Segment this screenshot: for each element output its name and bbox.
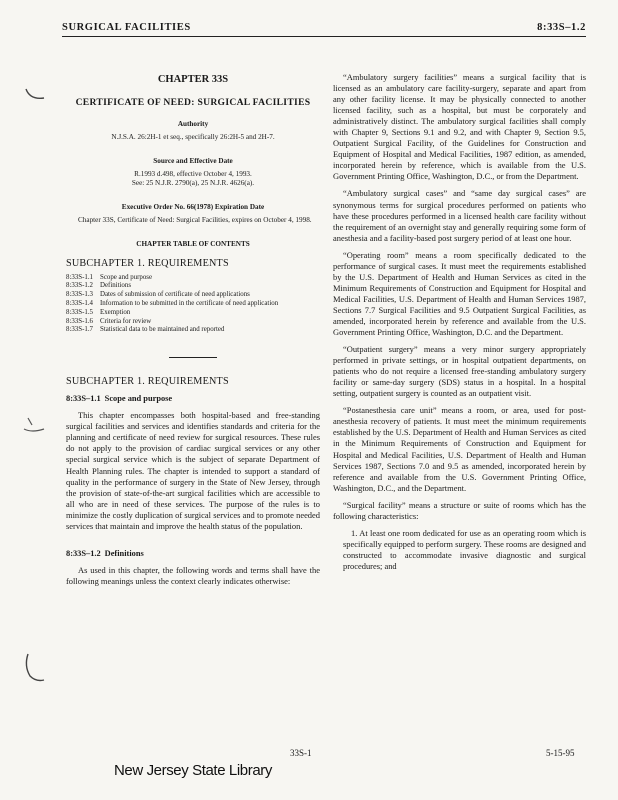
running-header <box>62 22 586 37</box>
definition-operating-room: “Operating room” means a room specifically dedicated to the performance of surgical cases. It must meet the requirements established by the U.S. Department of Health and Human Services as cited in the Minimum Requirements of Construction and Equipment for Hospital and Medical Facilities, U.S. Department of Health and Human Services 1987, Sections 7.7 Surgical Facilities and 9.5 Outpatient Surgical Facilities, as amended, incorporated herein by reference and available from the U.S. Government Printing Office, Washington, D.C. and the Department. <box>333 249 586 338</box>
definition-surgical-facility: “Surgical facility” means a structure or suite of rooms which has the following characteristics: <box>333 499 586 521</box>
toc-row: 8:33S-1.6 Criteria for review <box>66 317 152 325</box>
list-item: 1. At least one room dedicated for use as an operating room which is specifically equipped to perform surgery. These rooms are designed and constructed to accommodate invasive diagnostic and surgical procedures; and <box>343 527 586 571</box>
toc-row: 8:33S-1.2 Definitions <box>66 282 132 290</box>
authority-heading: Authority <box>177 120 209 129</box>
definition-outpatient-surgery: “Outpatient surgery” means a very minor surgery appropriately performed in private settings, or in hospital outpatient departments, on patients who do not require a licensed free-standing ambulatory surgery facility or same-day surgery (SDS) status in a hospital. In a hospital setting, outpatient surgery is counted as an outpatient visit. <box>333 344 586 399</box>
toc-row: 8:33S-1.3 Dates of submission of certificate of need applications <box>66 291 250 299</box>
source-line-1: R.1993 d.498, effective October 4, 1993. <box>134 169 252 178</box>
section-heading-1-2: 8:33S–1.2 Definitions <box>66 548 144 558</box>
section-heading-1-1: 8:33S–1.1 Scope and purpose <box>66 394 173 404</box>
executive-order-heading: Executive Order No. 66(1978) Expiration Date <box>121 202 265 211</box>
definition-ambulatory-facilities: “Ambulatory surgery facilities” means a surgical facility that is licensed as an ambulatory care facility-surgery, separate and apart from any other facility license. It may be physically connected to another licensed facility, such as a hospital, but must be corporately and administratively distinct. The ambulatory surgical facilities shall comply with Chapter 9, Sections 9.1 and 9.2, and with Chapter 9, Section 9.5, Outpatient Surgical Facility, of the Guidelines for Construction and Equipment of Hospital and Medical Facilities, 1987 edition, as amended, incorporated herein by reference, which is available from the U.S. Government Printing Office, Washington, D.C., or from the Department. <box>333 72 586 182</box>
toc-row: 8:33S-1.4 Information to be submitted in the certificate of need application <box>66 300 279 307</box>
definitions-intro: As used in this chapter, the following words and terms shall have the following meanings unless the context clearly indicates otherwise: <box>66 564 320 586</box>
header-section-number: 8:33S–1.2 <box>537 22 586 33</box>
subchapter-heading: SUBCHAPTER 1. REQUIREMENTS <box>66 376 229 388</box>
left-column <box>66 72 320 591</box>
page-number: 33S-1 <box>290 748 312 758</box>
source-heading: Source and Effective Date <box>153 156 233 165</box>
scope-text: This chapter encompasses both hospital-based and free-standing surgical facilities and services and identifies standards and criteria for the planning and certificate of need review for surgical resources. These rules do not apply to the provision of cardiac surgical services or any other special surgical service which is the subject of separate Department of Health Planning rules. The chapter is intended to support a standard of quality in the performance of surgery in the State of New Jersey, through the provision of state-of-the-art surgical facilities which are accessible to all who are in need of these services. The purpose of the rules is to minimize the costly duplication of surgical services and to promote needed services that maintain and improve the health status of the population. <box>66 410 320 531</box>
toc-row: 8:33S-1.1 Scope and purpose <box>66 273 153 281</box>
authority-text: N.J.S.A. 26:2H-1 et seq., specifically 26:2H-5 and 2H-7. <box>111 133 275 142</box>
table-of-contents <box>66 274 320 336</box>
header-title: SURGICAL FACILITIES <box>62 22 191 33</box>
right-column <box>333 72 586 578</box>
margin-mark-icon <box>22 86 48 104</box>
margin-mark-icon <box>22 650 48 684</box>
source-line-2: See: 25 N.J.R. 2790(a), 25 N.J.R. 4626(a). <box>131 179 255 188</box>
definition-postanesthesia-unit: “Postanesthesia care unit” means a room, or area, used for post-anesthesia recovery of patients. It must meet the minimum requirements established by the U.S. Department of Health and Human Services as cited in the Minimum Requirements of Construction and Equipment for Hospital and Medical Facilities, U.S. Department of Health and Human Services 1987, Sections 7.0 and 9.5 as amended, incorporated herein by reference and available from the U.S. Government Printing Office, Washington, D.C., and the Department. <box>333 405 586 493</box>
toc-row: 8:33S-1.7 Statistical data to be maintained and reported <box>66 326 225 334</box>
page-date: 5-15-95 <box>546 748 575 758</box>
toc-subchapter: SUBCHAPTER 1. REQUIREMENTS <box>66 257 229 269</box>
toc-heading: CHAPTER TABLE OF CONTENTS <box>136 239 250 248</box>
library-stamp: New Jersey State Library <box>114 762 272 779</box>
executive-order-text: Chapter 33S, Certificate of Need: Surgical Facilities, expires on October 4, 1998. <box>78 216 312 225</box>
margin-mark-icon <box>22 415 48 435</box>
definition-ambulatory-cases: “Ambulatory surgical cases” and “same day surgical cases” are synonymous terms for surgical procedures performed on patients who have these procedures performed in a licensed health care facility without the requirement of an overnight stay and generally requiring some form of anesthesia and a facility-based post surgery period of at least one hour. <box>333 188 586 243</box>
chapter-title: CHAPTER 33S <box>157 74 229 85</box>
toc-row: 8:33S-1.5 Exemption <box>66 308 131 316</box>
chapter-subtitle: CERTIFICATE OF NEED: SURGICAL FACILITIES <box>75 97 311 109</box>
section-divider <box>169 357 217 358</box>
